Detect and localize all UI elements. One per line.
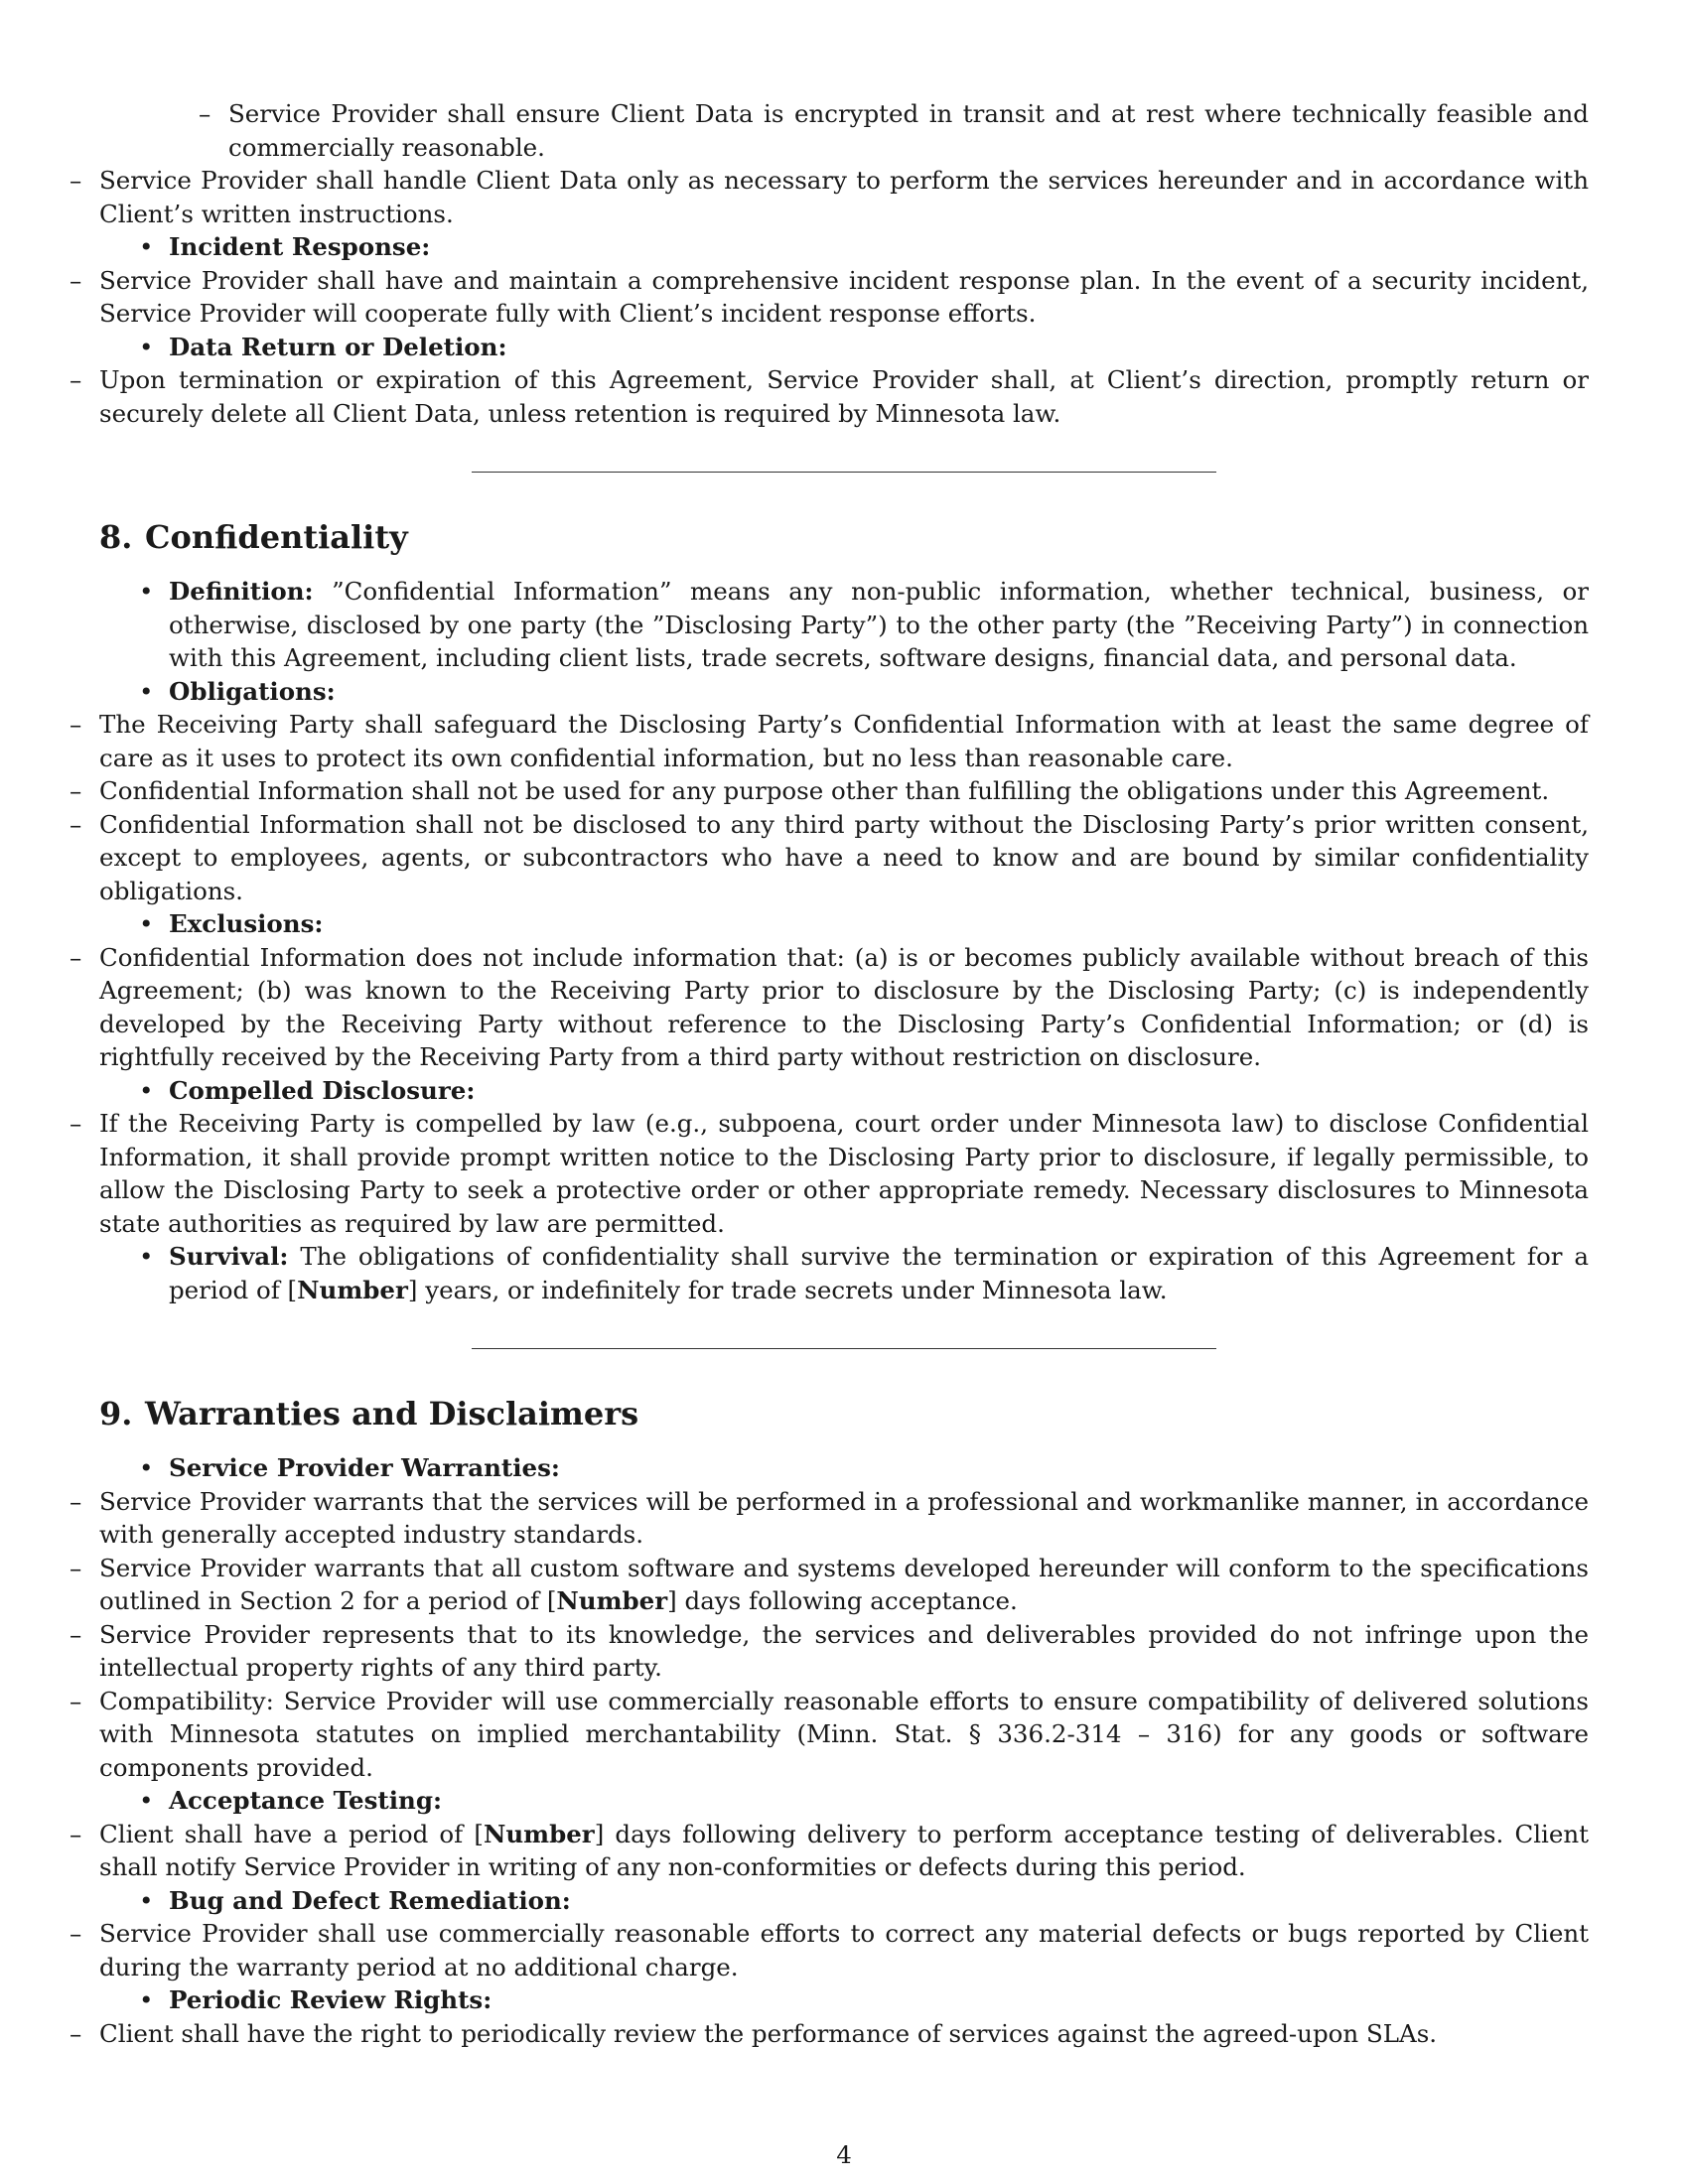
- compelled-disclosure-label: Compelled Disclosure:: [169, 1075, 476, 1105]
- acceptance-testing-bullet: [169, 1784, 1589, 1818]
- exclusions-label: Exclusions:: [169, 909, 324, 938]
- acceptance-testing-item: [99, 1818, 1589, 1884]
- survival-text-b: ] years, or indefinitely for trade secrets under Minnesota law.: [407, 1275, 1168, 1304]
- compelled-disclosure-item: – If the Receiving Party is compelled by law (e.g., subpoena, court order under Minnesota law) to disclose Confidential Information, it shall provide prompt written notice to the Disclosing Party prior to disclosure, if legally permissible, to allow the Disclosing Party to seek a protective order or other appropriate remedy. Necessary disclosures to Minnesota state authorities as required by law are permitted.: [99, 1107, 1589, 1240]
- data-return-bullet: [169, 331, 1589, 364]
- warranty-placeholder: Number: [556, 1586, 668, 1615]
- acceptance-placeholder: Number: [483, 1819, 595, 1848]
- data-security-continuation: [99, 97, 1589, 430]
- warranties-label: Service Provider Warranties:: [169, 1453, 560, 1482]
- survival-bullet: [169, 1240, 1589, 1306]
- data-return-label: Data Return or Deletion:: [169, 332, 507, 361]
- warranties-item: – Compatibility: Service Provider will use commercially reasonable efforts to ensure compatibility of delivered solutions with Minnesota statutes on implied merchantability (Minn. Stat. § 336.2-314 – 316) for any goods or software components provided.: [99, 1685, 1589, 1785]
- warranties-item: [99, 1552, 1589, 1618]
- warranty-text-b: ] days following acceptance.: [667, 1586, 1018, 1615]
- acceptance-text-b: ] days following delivery to perform acceptance testing of deliverables. Client shall notify Service Provider in writing of any non-conformities or defects during this period.: [99, 1819, 1589, 1881]
- warranties-item: – Service Provider warrants that the services will be performed in a professional and workmanlike manner, in accordance with generally accepted industry standards.: [99, 1485, 1589, 1552]
- compelled-disclosure-bullet: [169, 1074, 1589, 1108]
- data-return-item: – Upon termination or expiration of this Agreement, Service Provider shall, at Client’s direction, promptly return or securely delete all Client Data, unless retention is required by Minnesota law.: [99, 363, 1589, 430]
- survival-label: Survival:: [169, 1242, 289, 1271]
- section-9-heading: [99, 1394, 1589, 1433]
- bug-remediation-item: – Service Provider shall use commercially reasonable efforts to correct any material defects or bugs reported by Client during the warranty period at no additional charge.: [99, 1917, 1589, 1983]
- encryption-item: – Service Provider shall ensure Client Data is encrypted in transit and at rest where technically feasible and commercially reasonable.: [228, 97, 1589, 164]
- acceptance-testing-label: Acceptance Testing:: [169, 1786, 443, 1815]
- warranty-text-a: Service Provider warrants that all custom software and systems developed hereunder will conform to the specifications outlined in Section 2 for a period of [: [99, 1553, 1589, 1615]
- periodic-review-bullet: [169, 1983, 1589, 2017]
- warranties-item: – Service Provider represents that to its knowledge, the services and deliverables provided do not infringe upon the intellectual property rights of any third party.: [99, 1618, 1589, 1685]
- obligations-item: – The Receiving Party shall safeguard the Disclosing Party’s Confidential Information with at least the same degree of care as it uses to protect its own confidential information, but no less than reasonable care.: [99, 708, 1589, 774]
- definition-text: ”Confidential Information” means any non-public information, whether technical, business, or otherwise, disclosed by one party (the ”Disclosing Party”) to the other party (the ”Receiving Party”) in connection with this Agreement, including client lists, trade secrets, software designs, financial data, and personal data.: [169, 577, 1589, 672]
- page-content: [99, 97, 1589, 2050]
- periodic-review-item: – Client shall have the right to periodically review the performance of services against the agreed-upon SLAs.: [99, 2017, 1589, 2051]
- acceptance-text-a: Client shall have a period of [: [99, 1819, 484, 1848]
- section-divider: [472, 472, 1216, 473]
- warranties-bullet: [169, 1451, 1589, 1485]
- incident-response-item: – Service Provider shall have and maintain a comprehensive incident response plan. In the event of a security incident, Service Provider will cooperate fully with Client’s incident response efforts.: [99, 264, 1589, 331]
- bug-remediation-label: Bug and Defect Remediation:: [169, 1885, 571, 1915]
- obligations-bullet: [169, 675, 1589, 709]
- exclusions-bullet: [169, 907, 1589, 941]
- incident-response-label: Incident Response:: [169, 232, 431, 261]
- definition-bullet: [169, 575, 1589, 675]
- section-8-title: Confidentiality: [145, 518, 408, 556]
- survival-text-a: The obligations of confidentiality shall survive the termination or expiration of this Agreement for a period of [: [169, 1242, 1589, 1304]
- section-9-number: 9.: [99, 1395, 133, 1433]
- survival-placeholder: Number: [297, 1275, 408, 1304]
- obligations-item: – Confidential Information shall not be disclosed to any third party without the Disclosing Party’s prior written consent, except to employees, agents, or subcontractors who have a need to know and are bound by similar confidentiality obligations.: [99, 808, 1589, 908]
- section-8-heading: [99, 517, 1589, 557]
- handling-item: – Service Provider shall handle Client Data only as necessary to perform the services hereunder and in accordance with Client’s written instructions.: [99, 164, 1589, 230]
- periodic-review-label: Periodic Review Rights:: [169, 1985, 492, 2014]
- section-8-number: 8.: [99, 518, 133, 556]
- bug-remediation-bullet: [169, 1884, 1589, 1918]
- obligations-label: Obligations:: [169, 676, 336, 706]
- section-9-title: Warranties and Disclaimers: [145, 1395, 639, 1433]
- incident-response-bullet: [169, 230, 1589, 264]
- section-divider: [472, 1348, 1216, 1349]
- obligations-item: – Confidential Information shall not be used for any purpose other than fulfilling the obligations under this Agreement.: [99, 774, 1589, 808]
- exclusions-item: – Confidential Information does not include information that: (a) is or becomes publicly available without breach of this Agreement; (b) was known to the Receiving Party prior to disclosure by the Disclosing Party; (c) is independently developed by the Receiving Party without reference to the Disclosing Party’s Confidential Information; or (d) is rightfully received by the Receiving Party from a third party without restriction on disclosure.: [99, 941, 1589, 1074]
- page-number: 4: [836, 2140, 852, 2169]
- definition-label: Definition:: [169, 577, 314, 606]
